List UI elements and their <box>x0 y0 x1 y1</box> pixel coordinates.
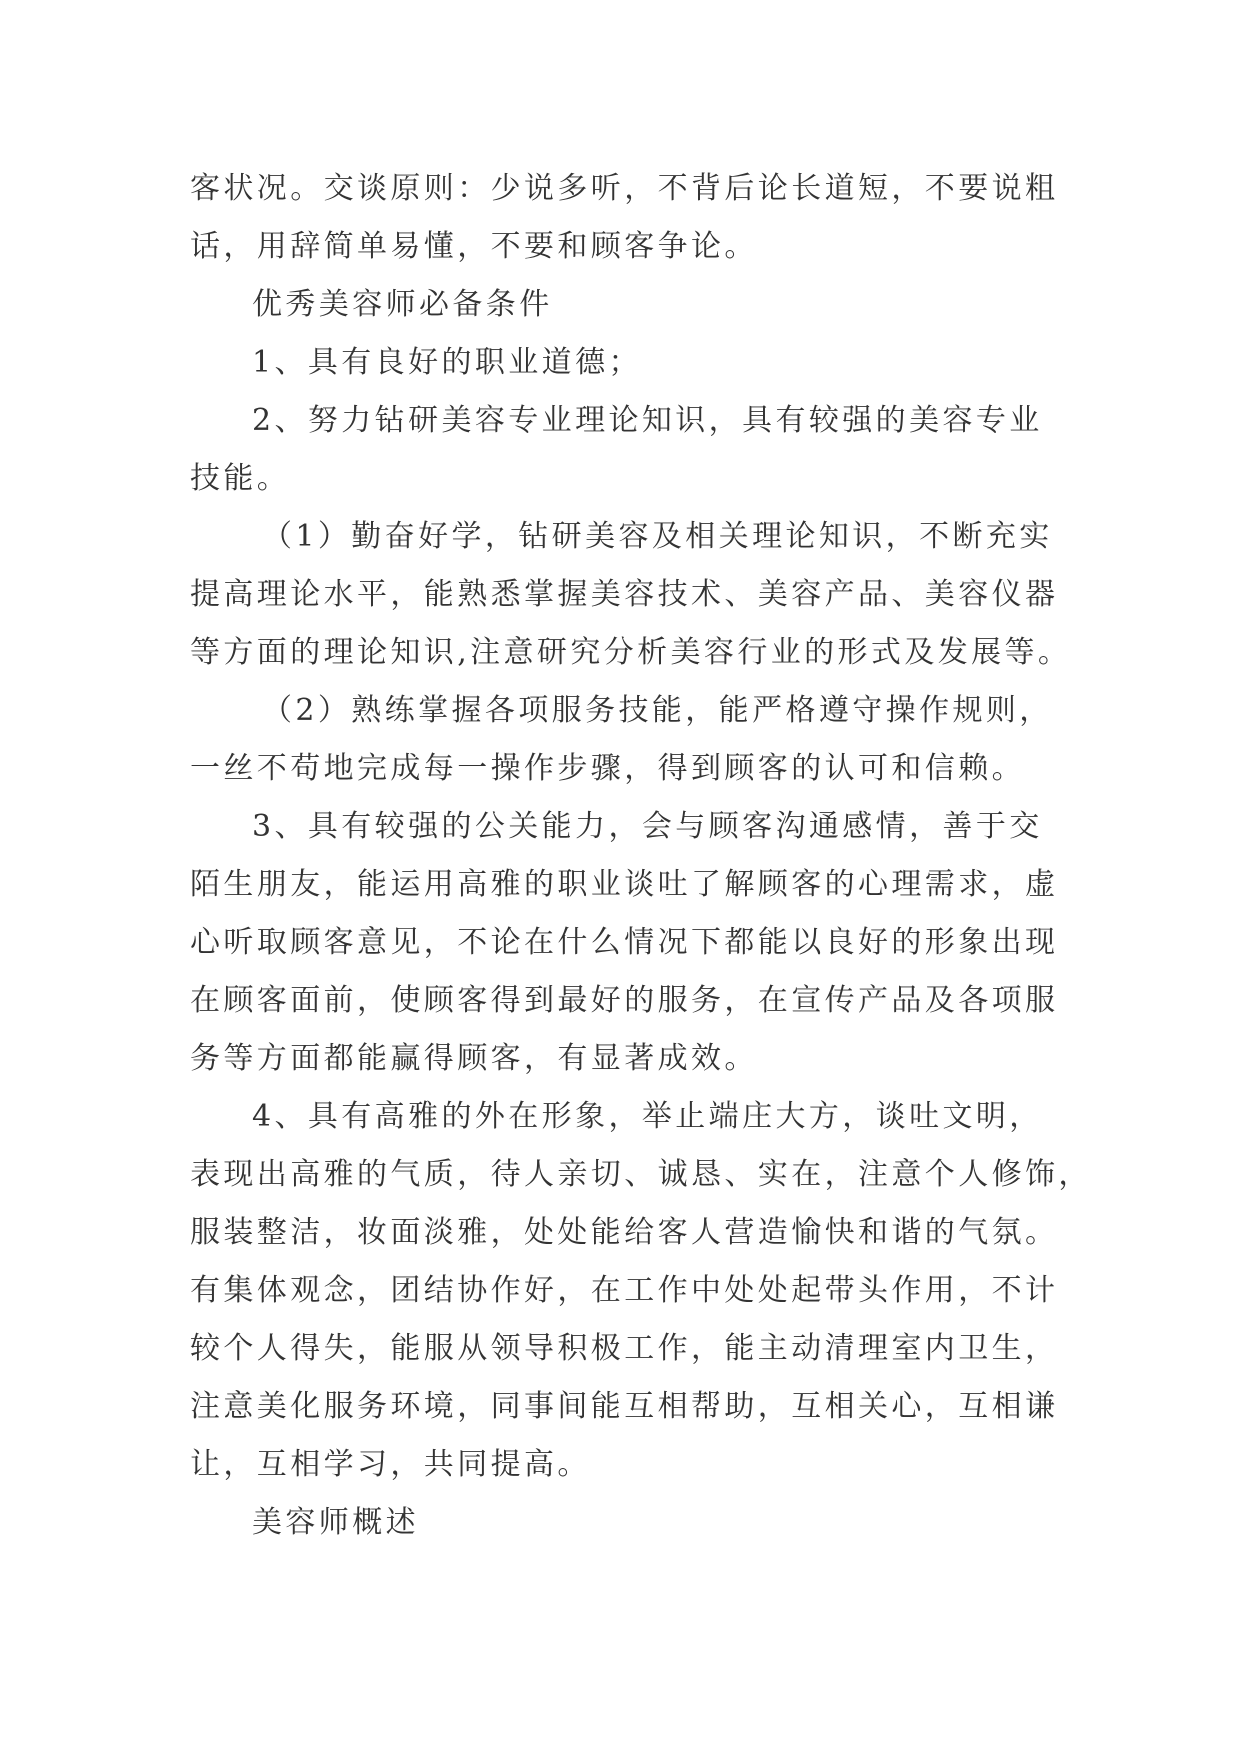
paragraph-line: 在顾客面前，使顾客得到最好的服务，在宣传产品及各项服 <box>190 983 1059 1018</box>
paragraph-line: 陌生朋友，能运用高雅的职业谈吐了解顾客的心理需求，虚 <box>190 867 1059 902</box>
paragraph-line: 一丝不苟地完成每一操作步骤，得到顾客的认可和信赖。 <box>190 751 1025 786</box>
paragraph-line: 注意美化服务环境，同事间能互相帮助，互相关心，互相谦 <box>190 1389 1059 1424</box>
paragraph-line: 有集体观念，团结协作好，在工作中处处起带头作用，不计 <box>190 1273 1059 1308</box>
paragraph-line: 服装整洁，妆面淡雅，处处能给客人营造愉快和谐的气氛。 <box>190 1215 1059 1250</box>
paragraph-line: 客状况。交谈原则：少说多听，不背后论长道短，不要说粗 <box>190 171 1059 206</box>
section-heading: 美容师概述 <box>252 1505 419 1540</box>
paragraph-line: 等方面的理论知识,注意研究分析美容行业的形式及发展等。 <box>190 635 1072 670</box>
sub-list-item: （2）熟练掌握各项服务技能，能严格遵守操作规则， <box>262 693 1053 728</box>
paragraph-line: 表现出高雅的气质，待人亲切、诚恳、实在，注意个人修饰， <box>190 1157 1092 1192</box>
document-body <box>190 160 1092 1552</box>
section-heading: 优秀美容师必备条件 <box>252 287 553 322</box>
paragraph-line: 话，用辞简单易懂，不要和顾客争论。 <box>190 229 758 264</box>
paragraph-line: 技能。 <box>190 461 291 496</box>
paragraph-line: 心听取顾客意见，不论在什么情况下都能以良好的形象出现 <box>190 925 1059 960</box>
list-item: 3、具有较强的公关能力，会与顾客沟通感情，善于交 <box>252 809 1043 844</box>
paragraph-line: 让，互相学习，共同提高。 <box>190 1447 591 1482</box>
list-item: 4、具有高雅的外在形象，举止端庄大方，谈吐文明， <box>252 1099 1043 1134</box>
paragraph-line: 务等方面都能赢得顾客，有显著成效。 <box>190 1041 758 1076</box>
list-item: 2、努力钻研美容专业理论知识，具有较强的美容专业 <box>252 403 1043 438</box>
list-item: 1、具有良好的职业道德； <box>252 345 642 380</box>
sub-list-item: （1）勤奋好学，钻研美容及相关理论知识，不断充实 <box>262 519 1053 554</box>
paragraph-line: 较个人得失，能服从领导积极工作，能主动清理室内卫生， <box>190 1331 1059 1366</box>
paragraph-line: 提高理论水平，能熟悉掌握美容技术、美容产品、美容仪器 <box>190 577 1059 612</box>
